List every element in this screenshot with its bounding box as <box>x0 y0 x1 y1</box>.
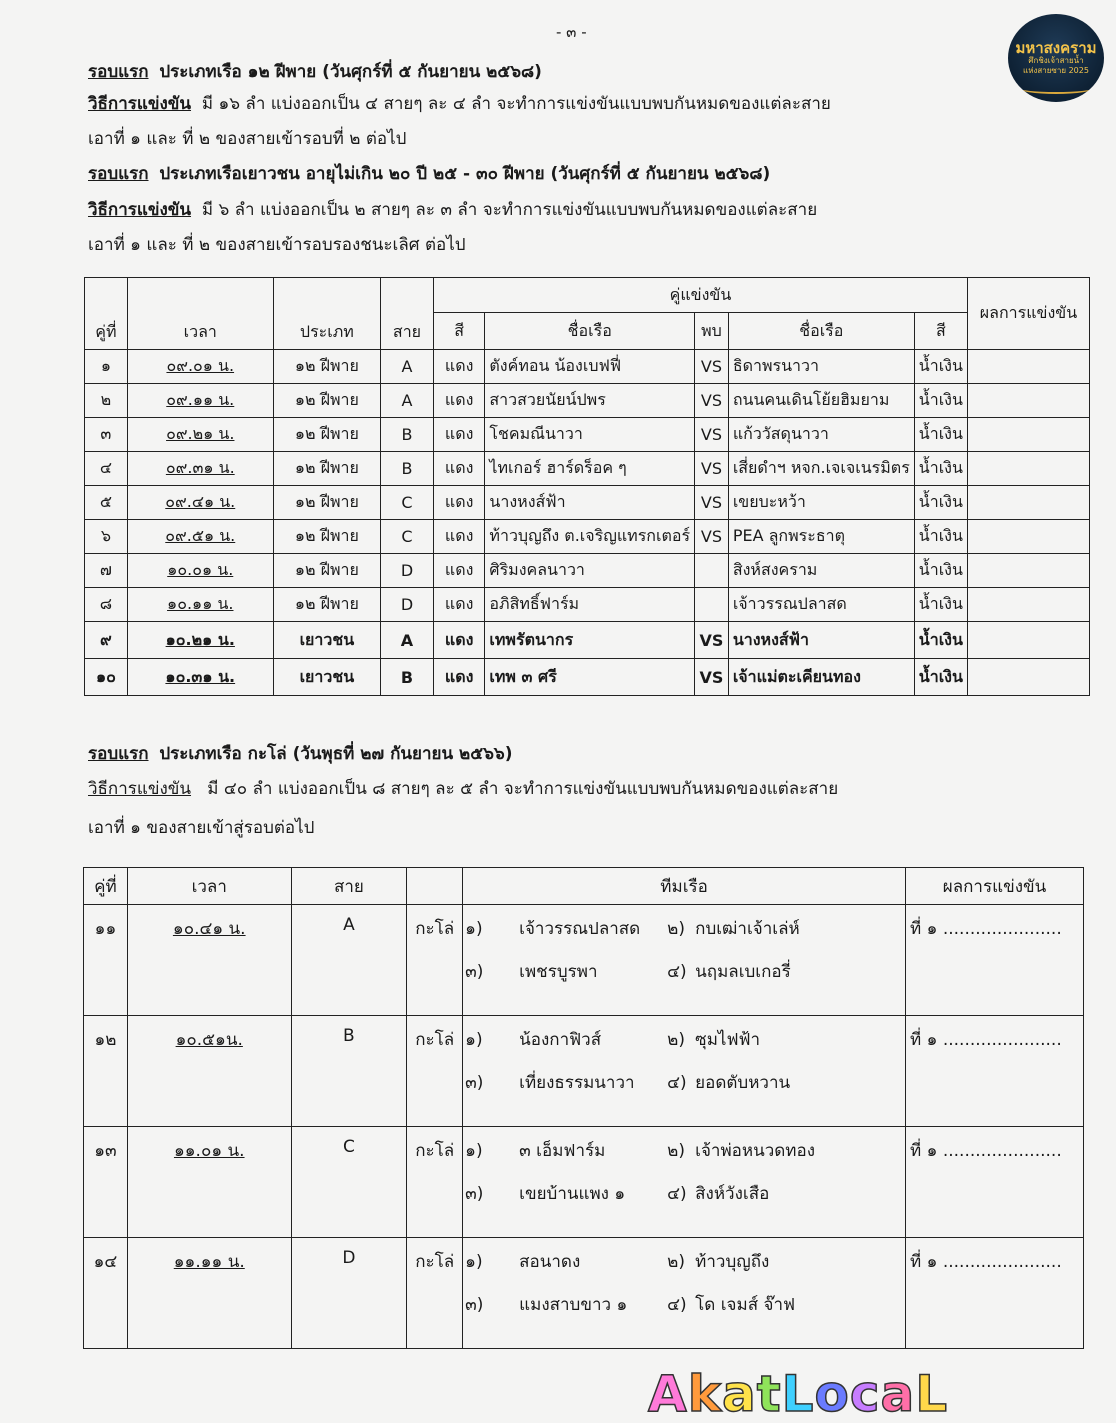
boat-name-1: เทพ ๓ ศรี <box>485 659 695 696</box>
method1: วิธีการแข่งขัน มี ๑๖ ลำ แบ่งออกเป็น ๔ สายๆ ละ ๔ ลำ จะทำการแข่งขันแบบพบกันหมดของแต่ละสาย <box>88 94 831 114</box>
pair-number: ๕ <box>85 486 128 520</box>
watermark-letter: A <box>648 1365 688 1423</box>
result-cell <box>967 520 1089 554</box>
team-name: เจ้าพ่อหนวดทอง <box>695 1141 816 1161</box>
color-blue: น้ำเงิน <box>914 588 967 622</box>
color-red: แดง <box>433 486 484 520</box>
boat-name-2: เจ้าแม่ตะเคียนทอง <box>728 659 914 696</box>
header-type: ประเภท <box>273 278 380 350</box>
akatlocal-watermark <box>648 1365 949 1423</box>
boat-type: เยาวชน <box>273 622 380 659</box>
pair-number: ๙ <box>85 622 128 659</box>
match-time: ๑๐.๐๑ น. <box>127 554 273 588</box>
team-number: ๒) <box>667 1030 685 1050</box>
table-row <box>85 520 1090 554</box>
table-row <box>84 1016 1084 1127</box>
pair-number: ๑๒ <box>84 1016 128 1127</box>
pair-number: ๑ <box>85 350 128 384</box>
logo-wave-icon <box>1018 82 1094 94</box>
boat-type: ๑๒ ฝีพาย <box>273 486 380 520</box>
color-red: แดง <box>433 622 484 659</box>
team-name: สิงห์วังเสือ <box>695 1184 770 1204</box>
header-teams: ทีมเรือ <box>463 868 906 905</box>
team-name: เขยบ้านแพง ๑ <box>519 1184 626 1204</box>
method1-cont: เอาที่ ๑ และ ที่ ๒ ของสายเข้ารอบที่ ๒ ต่อไป <box>88 129 407 149</box>
color-blue: น้ำเงิน <box>914 520 967 554</box>
team-number: ๔) <box>667 1073 687 1093</box>
boat-name-1: ท้าวบุญถึง ต.เจริญแทรกเตอร์ <box>485 520 695 554</box>
pair-number: ๒ <box>85 384 128 418</box>
boat-type: กะโล่ <box>407 1238 463 1349</box>
boat-name-2: เจ้าวรรณปลาสด <box>728 588 914 622</box>
result-cell <box>967 622 1089 659</box>
line-code: C <box>381 486 434 520</box>
pair-number: ๘ <box>85 588 128 622</box>
vs-label: VS <box>695 350 729 384</box>
match-time: ๑๐.๕๑น. <box>127 1016 291 1127</box>
boat-type: ๑๒ ฝีพาย <box>273 418 380 452</box>
match-time: ๐๙.๕๑ น. <box>127 520 273 554</box>
boat-name-1: สาวสวยนัยน์ปพร <box>485 384 695 418</box>
vs-label <box>695 554 729 588</box>
team-number: ๔) <box>667 1184 687 1204</box>
header-color-1: สี <box>433 313 484 350</box>
header-boat-1: ชื่อเรือ <box>485 313 695 350</box>
team-number: ๔) <box>667 1295 687 1315</box>
boat-type: เยาวชน <box>273 659 380 696</box>
header-blank <box>407 868 463 905</box>
match-time: ๑๐.๑๑ น. <box>127 588 273 622</box>
team-number: ๔) <box>667 962 687 982</box>
vs-label <box>695 588 729 622</box>
schedule-table-2 <box>83 867 1084 1349</box>
team-name: ๓ เอ็มฟาร์ม <box>519 1141 606 1161</box>
result-cell <box>967 418 1089 452</box>
team-name: ท้าวบุญถึง <box>695 1252 770 1272</box>
match-time: ๐๙.๐๑ น. <box>127 350 273 384</box>
logo-subtitle: ศึกชิงเจ้าสายน้ำ <box>1028 56 1084 65</box>
line-code: B <box>291 1016 407 1127</box>
watermark-letter: a <box>721 1365 757 1423</box>
match-time: ๑๑.๑๑ น. <box>127 1238 291 1349</box>
watermark-letter: t <box>756 1365 782 1423</box>
result-cell: ที่ ๑ ...................... <box>906 905 1084 1016</box>
match-time: ๑๐.๒๑ น. <box>127 622 273 659</box>
boat-name-2: ธิดาพรนาวา <box>728 350 914 384</box>
boat-name-2: สิงห์สงคราม <box>728 554 914 588</box>
boat-name-2: เขยบะหว้า <box>728 486 914 520</box>
boat-type: กะโล่ <box>407 905 463 1016</box>
table-row <box>84 1238 1084 1349</box>
color-blue: น้ำเงิน <box>914 622 967 659</box>
team-name: โด เจมส์ จ๊าฟ <box>695 1295 796 1315</box>
line-code: A <box>381 384 434 418</box>
header-boat-2: ชื่อเรือ <box>728 313 914 350</box>
schedule-table-1 <box>84 277 1090 696</box>
header-time-2: เวลา <box>127 868 291 905</box>
watermark-letter: L <box>781 1365 815 1423</box>
boat-name-2: ถนนคนเดินโย้ยฮิมยาม <box>728 384 914 418</box>
color-blue: น้ำเงิน <box>914 418 967 452</box>
match-time: ๑๑.๐๑ น. <box>127 1127 291 1238</box>
boat-name-1: โชคมณีนาวา <box>485 418 695 452</box>
result-cell <box>967 384 1089 418</box>
team-name: น้องกาฟิวส์ <box>519 1030 602 1050</box>
vs-label: VS <box>695 659 729 696</box>
team-number: ๓) <box>465 1184 484 1204</box>
pair-number: ๑๐ <box>85 659 128 696</box>
team-name: เที่ยงธรรมนาวา <box>519 1073 635 1093</box>
round1-kalo-heading: รอบแรก ประเภทเรือ กะโล่ (วันพุธที่ ๒๗ กันยายน ๒๕๖๖) <box>88 744 513 764</box>
boat-name-1: เทพรัตนากร <box>485 622 695 659</box>
table-row <box>85 418 1090 452</box>
table-row <box>85 588 1090 622</box>
boat-name-1: ตังค์ทอน น้องเบฟฟี่ <box>485 350 695 384</box>
logo-title: มหาสงคราม <box>1015 39 1097 57</box>
header-color-2: สี <box>914 313 967 350</box>
result-cell <box>967 350 1089 384</box>
teams-grid <box>465 1248 901 1318</box>
color-blue: น้ำเงิน <box>914 452 967 486</box>
boat-name-1: ศิริมงคลนาวา <box>485 554 695 588</box>
watermark-letter: a <box>880 1365 916 1423</box>
pair-number: ๓ <box>85 418 128 452</box>
line-code: C <box>291 1127 407 1238</box>
teams-grid <box>465 1026 901 1096</box>
teams-cell <box>463 1238 906 1349</box>
team-number: ๓) <box>465 1295 484 1315</box>
color-red: แดง <box>433 418 484 452</box>
boat-type: ๑๒ ฝีพาย <box>273 452 380 486</box>
color-blue: น้ำเงิน <box>914 486 967 520</box>
pair-number: ๑๓ <box>84 1127 128 1238</box>
boat-type: ๑๒ ฝีพาย <box>273 520 380 554</box>
line-code: C <box>381 520 434 554</box>
line-code: B <box>381 418 434 452</box>
result-cell <box>967 554 1089 588</box>
team-name: เจ้าวรรณปลาสด <box>519 919 641 939</box>
pair-number: ๖ <box>85 520 128 554</box>
method3: วิธีการแข่งขัน มี ๔๐ ลำ แบ่งออกเป็น ๘ สายๆ ละ ๕ ลำ จะทำการแข่งขันแบบพบกันหมดของแต่ละสาย <box>88 779 839 799</box>
boat-name-1: อภิสิทธิ์ฟาร์ม <box>485 588 695 622</box>
round1-heading: รอบแรก ประเภทเรือ ๑๒ ฝีพาย (วันศุกร์ที่ ๕ กันยายน ๒๕๖๘) <box>88 62 542 82</box>
header-result-2: ผลการแข่งขัน <box>906 868 1084 905</box>
table-row <box>85 350 1090 384</box>
team-number: ๑) <box>465 1141 483 1161</box>
page-number: - ๓ - <box>556 23 587 41</box>
event-logo <box>1008 14 1104 102</box>
team-name: นฤมลเบเกอรี่ <box>695 962 791 982</box>
color-red: แดง <box>433 588 484 622</box>
line-code: B <box>381 659 434 696</box>
logo-year: แห่งสายซาย 2025 <box>1023 66 1089 75</box>
line-code: D <box>381 588 434 622</box>
boat-name-1: ไทเกอร์ ฮาร์ดร็อค ๆ <box>485 452 695 486</box>
pair-number: ๗ <box>85 554 128 588</box>
team-number: ๑) <box>465 1252 483 1272</box>
team-name: กบเฒ่าเจ้าเล่ห์ <box>695 919 800 939</box>
teams-cell <box>463 1127 906 1238</box>
table-row <box>85 622 1090 659</box>
color-red: แดง <box>433 554 484 588</box>
color-red: แดง <box>433 350 484 384</box>
header-pair: คู่ที่ <box>85 278 128 350</box>
result-cell <box>967 588 1089 622</box>
header-vs: พบ <box>695 313 729 350</box>
boat-type: ๑๒ ฝีพาย <box>273 350 380 384</box>
header-result: ผลการแข่งขัน <box>967 278 1089 350</box>
boat-name-2: เสี่ยดำฯ หจก.เจเจเนรมิตร <box>728 452 914 486</box>
result-cell <box>967 659 1089 696</box>
color-red: แดง <box>433 452 484 486</box>
vs-label: VS <box>695 622 729 659</box>
method3-cont: เอาที่ ๑ ของสายเข้าสู่รอบต่อไป <box>88 818 315 838</box>
header-matchups: คู่แข่งขัน <box>433 278 967 313</box>
color-blue: น้ำเงิน <box>914 659 967 696</box>
table-row <box>85 554 1090 588</box>
result-cell <box>967 452 1089 486</box>
vs-label: VS <box>695 452 729 486</box>
method2: วิธีการแข่งขัน มี ๖ ลำ แบ่งออกเป็น ๒ สายๆ ละ ๓ ลำ จะทำการแข่งขันแบบพบกันหมดของแต่ละสาย <box>88 200 818 220</box>
line-code: D <box>291 1238 407 1349</box>
line-code: A <box>291 905 407 1016</box>
boat-type: ๑๒ ฝีพาย <box>273 384 380 418</box>
team-number: ๑) <box>465 919 483 939</box>
header-time: เวลา <box>127 278 273 350</box>
pair-number: ๔ <box>85 452 128 486</box>
header-pair-2: คู่ที่ <box>84 868 128 905</box>
result-cell: ที่ ๑ ...................... <box>906 1238 1084 1349</box>
team-name: สอนาดง <box>519 1252 581 1272</box>
match-time: ๑๐.๔๑ น. <box>127 905 291 1016</box>
color-blue: น้ำเงิน <box>914 554 967 588</box>
vs-label: VS <box>695 384 729 418</box>
color-blue: น้ำเงิน <box>914 384 967 418</box>
team-name: ยอดตับหวาน <box>695 1073 791 1093</box>
match-time: ๐๙.๔๑ น. <box>127 486 273 520</box>
table-row <box>85 452 1090 486</box>
team-number: ๒) <box>667 1252 685 1272</box>
boat-type: กะโล่ <box>407 1016 463 1127</box>
pair-number: ๑๑ <box>84 905 128 1016</box>
table-row <box>84 905 1084 1016</box>
line-code: A <box>381 622 434 659</box>
team-number: ๑) <box>465 1030 483 1050</box>
vs-label: VS <box>695 486 729 520</box>
match-time: ๐๙.๒๑ น. <box>127 418 273 452</box>
table-row <box>85 659 1090 696</box>
watermark-letter: k <box>687 1365 722 1423</box>
result-cell <box>967 486 1089 520</box>
team-number: ๒) <box>667 919 685 939</box>
color-blue: น้ำเงิน <box>914 350 967 384</box>
team-name: ซุมไฟฟ้า <box>695 1030 761 1050</box>
boat-name-2: PEA ลูกพระธาตุ <box>728 520 914 554</box>
teams-cell <box>463 905 906 1016</box>
teams-cell <box>463 1016 906 1127</box>
watermark-letter: c <box>849 1365 881 1423</box>
watermark-letter: o <box>814 1365 850 1423</box>
team-number: ๓) <box>465 1073 484 1093</box>
match-time: ๐๙.๓๑ น. <box>127 452 273 486</box>
header-line-2: สาย <box>291 868 407 905</box>
boat-type: ๑๒ ฝีพาย <box>273 554 380 588</box>
boat-type: กะโล่ <box>407 1127 463 1238</box>
team-name: แมงสาบขาว ๑ <box>519 1295 628 1315</box>
header-line: สาย <box>381 278 434 350</box>
boat-name-2: นางหงส์ฟ้า <box>728 622 914 659</box>
match-time: ๑๐.๓๑ น. <box>127 659 273 696</box>
table-row <box>84 1127 1084 1238</box>
round1-youth-heading: รอบแรก ประเภทเรือเยาวชน อายุไม่เกิน ๒๐ ปี ๒๕ - ๓๐ ฝีพาย (วันศุกร์ที่ ๕ กันยายน ๒๕๖๘) <box>88 164 771 184</box>
result-cell: ที่ ๑ ...................... <box>906 1127 1084 1238</box>
boat-type: ๑๒ ฝีพาย <box>273 588 380 622</box>
line-code: A <box>381 350 434 384</box>
boat-name-1: นางหงส์ฟ้า <box>485 486 695 520</box>
table-row <box>85 486 1090 520</box>
teams-grid <box>465 1137 901 1207</box>
team-number: ๓) <box>465 962 484 982</box>
teams-grid <box>465 915 901 985</box>
line-code: B <box>381 452 434 486</box>
vs-label: VS <box>695 418 729 452</box>
method2-cont: เอาที่ ๑ และ ที่ ๒ ของสายเข้ารอบรองชนะเลิศ ต่อไป <box>88 235 466 255</box>
table-row <box>85 384 1090 418</box>
line-code: D <box>381 554 434 588</box>
watermark-letter: L <box>915 1365 949 1423</box>
result-cell: ที่ ๑ ...................... <box>906 1016 1084 1127</box>
color-red: แดง <box>433 384 484 418</box>
team-name: เพชรบูรพา <box>519 962 598 982</box>
boat-name-2: แก้ววัสดุนาวา <box>728 418 914 452</box>
color-red: แดง <box>433 520 484 554</box>
pair-number: ๑๔ <box>84 1238 128 1349</box>
match-time: ๐๙.๑๑ น. <box>127 384 273 418</box>
color-red: แดง <box>433 659 484 696</box>
vs-label: VS <box>695 520 729 554</box>
team-number: ๒) <box>667 1141 685 1161</box>
